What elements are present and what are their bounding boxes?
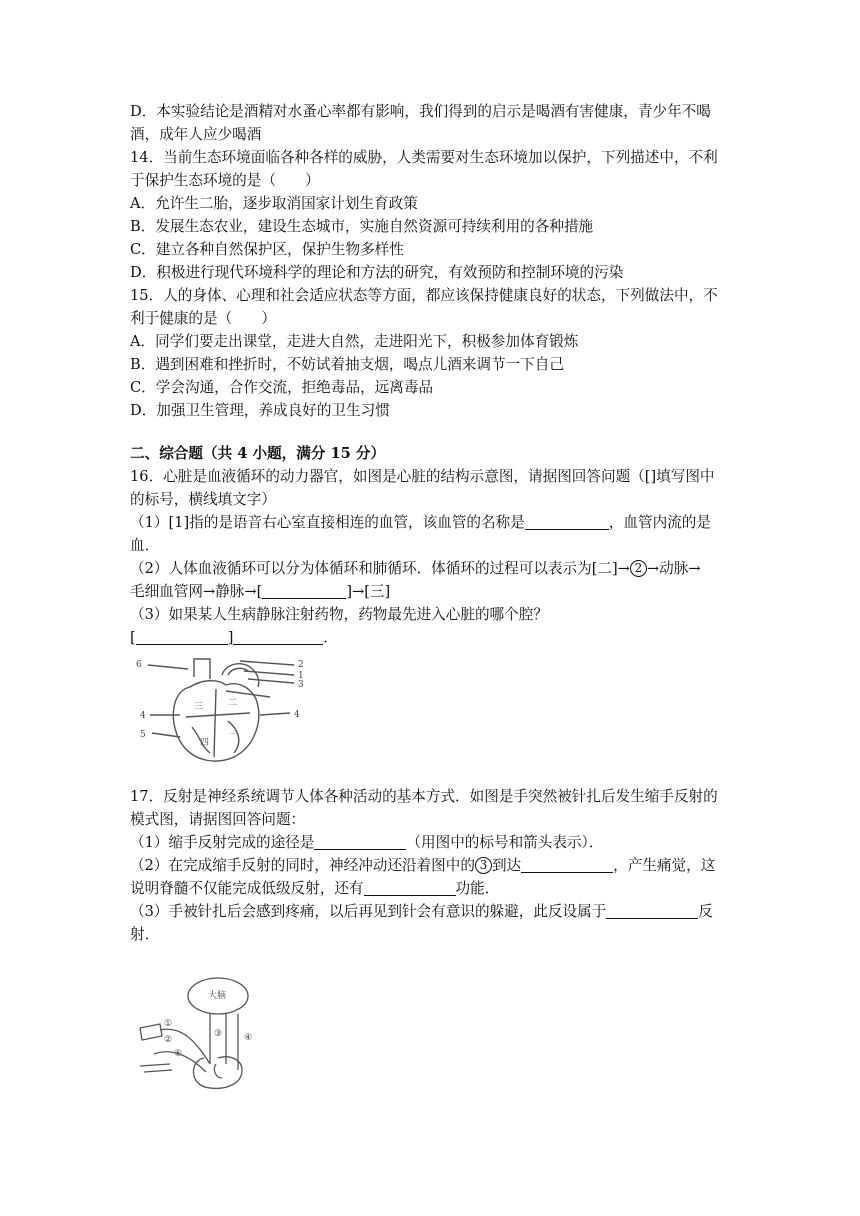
q17-part2: （2）在完成缩手反射的同时，神经冲动还沿着图中的 3 到达 ，产生痛觉，这 说明脊髓不仅能完成低级反射，还有 功能．	[130, 857, 716, 897]
reflex-arc-figure	[130, 974, 270, 1092]
heart-structure-figure	[130, 657, 312, 767]
fig-label: 6	[136, 660, 142, 670]
fig-label: 四	[200, 738, 210, 748]
q14-option-b: B．发展生态农业，建设生态城市，实施自然资源可持续利用的各种措施	[130, 218, 594, 235]
fig-label: 三	[194, 702, 204, 712]
fig-label: 4	[294, 710, 300, 720]
fig-label: ②	[164, 1035, 173, 1045]
fig-label: ④	[244, 1033, 253, 1043]
answer-blank[interactable]	[314, 833, 406, 850]
fig-label: 2	[298, 660, 304, 670]
answer-blank[interactable]	[364, 879, 456, 896]
fig-label: 4	[140, 711, 146, 721]
q15-option-b: B．遇到困难和挫折时，不妨试着抽支烟，喝点儿酒来调节一下自己	[130, 356, 564, 373]
q16-part2: （2）人体血液循环可以分为体循环和肺循环．体循环的过程可以表示为[二]→ 2 →动脉→ 毛细血管网→静脉→[ ]→[三]	[130, 560, 701, 600]
fig-label: 3	[298, 680, 304, 690]
q15-option-d: D．加强卫生管理，养成良好的卫生习惯	[130, 402, 390, 419]
fig-label: ⑤	[174, 1049, 183, 1059]
q17-stem: 17．反射是神经系统调节人体各种活动的基本方式．如图是手突然被针扎后发生缩手反射的 模式图，请据图回答问题：	[130, 788, 718, 828]
q16-part1: （1）[1]指的是语音右心室直接相连的血管，该血管的名称是 ，血管内流的是 血．	[130, 514, 711, 554]
q16-stem: 16．心脏是血液循环的动力器官，如图是心脏的结构示意图，请据图回答问题（[]填写图中 的标号，横线填文字）	[130, 468, 715, 508]
fig-label: 大脑	[208, 991, 227, 1001]
q14-option-a: A．允许生二胎，逐步取消国家计划生育政策	[130, 195, 418, 212]
circled-number: 2	[630, 560, 647, 577]
fig-label: 5	[140, 730, 146, 740]
q17-part3: （3）手被针扎后会感到疼痛，以后再见到针会有意识的躲避，此反设属于 反 射．	[130, 903, 713, 943]
answer-blank[interactable]	[233, 628, 323, 645]
q14-option-d: D．积极进行现代环境科学的理论和方法的研究，有效预防和控制环境的污染	[130, 264, 624, 281]
document-page	[130, 100, 740, 1092]
answer-blank[interactable]	[525, 513, 609, 530]
fig-label: 一	[230, 730, 240, 740]
answer-blank[interactable]	[262, 582, 346, 599]
q13-option-d: D．本实验结论是酒精对水蚤心率都有影响，我们得到的启示是喝酒有害健康，青少年不喝 酒，成年人应少喝酒	[130, 103, 711, 143]
q14-option-c: C．建立各种自然保护区，保护生物多样性	[130, 241, 404, 258]
fig-label: ①	[164, 1019, 173, 1029]
fig-label: 二	[228, 698, 238, 708]
circled-number: 3	[475, 857, 492, 874]
q14-stem: 14．当前生态环境面临各种各样的威胁，人类需要对生态环境加以保护，下列描述中，不利 于保护生态环境的是（ ）	[130, 149, 718, 189]
q15-option-c: C．学会沟通，合作交流，拒绝毒品，远离毒品	[130, 379, 434, 396]
q16-part3: （3）如果某人生病静脉注射药物，药物最先进入心脏的哪个腔？ [ ] ．	[130, 606, 548, 646]
q15-option-a: A．同学们要走出课堂，走进大自然，走进阳光下，积极参加体育锻炼	[130, 333, 579, 350]
answer-blank[interactable]	[521, 856, 613, 873]
answer-blank[interactable]	[606, 902, 698, 919]
fig-label: 1	[298, 671, 304, 681]
q15-stem: 15．人的身体、心理和社会适应状态等方面，都应该保持健康良好的状态，下列做法中，不 利于健康的是（ ）	[130, 287, 718, 327]
section-title: 二、综合题（共 4 小题，满分 15 分）	[130, 445, 386, 462]
q17-part1: （1）缩手反射完成的途径是 （用图中的标号和箭头表示）．	[130, 834, 604, 851]
fig-label: ③	[214, 1029, 223, 1039]
answer-blank[interactable]	[136, 628, 228, 645]
